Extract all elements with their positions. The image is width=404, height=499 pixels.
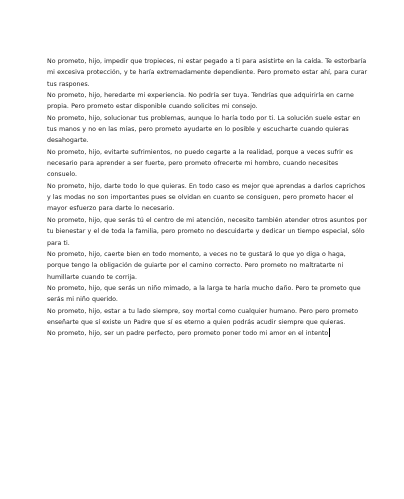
paragraph-3: No prometo, hijo, solucionar tus problemas, aunque lo haría todo por ti. La solución suele estar en tus manos y no en las mías, pero prometo ayudarte en lo posible y escucharte cuando quieras desahogarte. [47,114,361,145]
paragraph-10 [47,328,369,339]
paragraph-7: No prometo, hijo, caerte bien en todo momento, a veces no te gustará lo que yo diga o haga, porque tengo la obligación de guiarte por el camino correcto. Pero prometo no maltratarte ni humillarte cuando te corrija. [47,250,346,281]
paragraph-9: No prometo, hijo, estar a tu lado siempre, soy mortal como cualquier humano. Pero pero prometo enseñarte que sí existe un Padre que sí es eterno a quien podrás acudir siempre que quieras. [47,307,359,326]
paragraph-8: No prometo, hijo, que serás un niño mimado, a la larga te haría mucho daño. Pero te prometo que serás mi niño querido. [47,284,361,304]
text-cursor [329,328,330,337]
document-body[interactable] [47,56,369,340]
paragraph-6: No prometo, hijo, que serás tú el centro de mi atención, necesito también atender otros asuntos por tu bienestar y el de toda la familia, pero prometo no descuidarte y dedicar un tiempo especial, sólo para ti. [47,216,368,247]
paragraph-1: No prometo, hijo, impedir que tropieces, ni estar pegado a ti para asistirte en la caída. Te estorbaría mi excesiva protección, y te haría extremadamente dependiente. Pero prometo estar ahí, para curar tus raspones. [47,58,368,88]
paragraph-5: No prometo, hijo, darte todo lo que quieras. En todo caso es mejor que aprendas a darlos caprichos y las modas no son importantes pues se olvidan en cuanto se consiguen, pero prometo hacer el mayor esfuerzo para darte lo necesario. [47,182,366,213]
paragraph-4: No prometo, hijo, evitarte sufrimientos, no puedo cegarte a la realidad, porque a veces sufrir es necesario para aprender a ser fuerte, pero prometo ofrecerte mi hombro, cuando necesites consuelo. [47,148,353,179]
paragraph-2: No prometo, hijo, heredarte mi experiencia. No podría ser tuya. Tendrías que adquirirla en carne propia. Pero prometo estar disponible cuando solicites mi consejo. [47,92,354,111]
paragraph-10-text: No prometo, hijo, ser un padre perfecto, pero prometo poner todo mi amor en el intento [47,330,329,338]
